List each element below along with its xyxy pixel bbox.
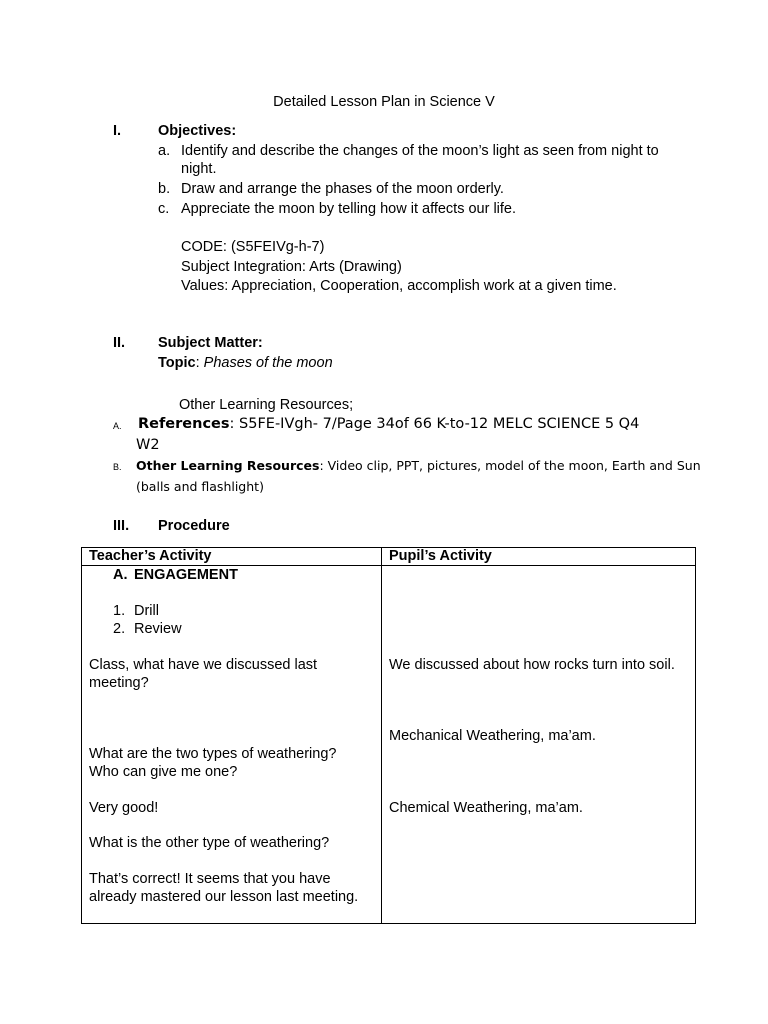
objective-marker-b: b.	[158, 181, 171, 197]
pupil-answer-1: We discussed about how rocks turn into soil.	[389, 657, 675, 673]
topic-separator: :	[195, 355, 204, 371]
other-resources-line2: (balls and flashlight)	[136, 479, 264, 494]
section-numeral-subject-matter: II.	[113, 335, 126, 351]
step-drill: Drill	[134, 603, 159, 619]
section-numeral-objectives: I.	[113, 123, 122, 139]
topic-value: Phases of the moon	[203, 355, 333, 371]
topic-line	[158, 354, 333, 372]
teacher-closing-line1: That’s correct! It seems that you have	[89, 871, 331, 887]
teacher-activity-cell	[82, 566, 382, 924]
teacher-q2-line1: What are the two types of weathering?	[89, 746, 337, 762]
other-resources-label: Other Learning Resources	[136, 458, 320, 473]
step-marker-2: 2.	[113, 621, 126, 637]
lesson-code: CODE: (S5FEIVg-h-7)	[181, 239, 325, 255]
subject-integration: Subject Integration: Arts (Drawing)	[181, 259, 402, 275]
procedure-table	[81, 547, 696, 924]
section-numeral-procedure: III.	[113, 518, 130, 534]
teacher-praise: Very good!	[89, 800, 159, 816]
pupil-answer-2: Mechanical Weathering, ma’am.	[389, 728, 596, 744]
step-review: Review	[134, 621, 182, 637]
teacher-closing-line2: already mastered our lesson last meeting.	[89, 889, 359, 905]
references-text: : S5FE-IVgh- 7/Page 34of 66 K-to-12 MELC SCIENCE 5 Q4	[229, 416, 640, 432]
teacher-q2-line2: Who can give me one?	[89, 764, 238, 780]
teacher-q1-line2: meeting?	[89, 675, 149, 691]
references-line1	[138, 414, 639, 434]
other-resources-text: : Video clip, PPT, pictures, model of the moon, Earth and Sun	[319, 458, 701, 473]
pupil-activity-cell	[382, 566, 696, 924]
step-marker-1: 1.	[113, 603, 126, 619]
subject-matter-heading: Subject Matter:	[158, 335, 263, 351]
objective-a-line2: night.	[181, 161, 217, 177]
table-row	[82, 566, 696, 924]
engagement-marker: A.	[113, 567, 128, 583]
document-title: Detailed Lesson Plan in Science V	[273, 94, 495, 110]
objective-a-line1: Identify and describe the changes of the moon’s light as seen from night to	[181, 143, 659, 159]
topic-label: Topic	[158, 355, 196, 371]
other-resources-line1	[136, 456, 701, 476]
procedure-heading: Procedure	[158, 518, 230, 534]
objective-marker-a: a.	[158, 143, 171, 159]
references-line2: W2	[136, 437, 160, 453]
objective-b-text: Draw and arrange the phases of the moon orderly.	[181, 181, 504, 197]
objective-c-text: Appreciate the moon by telling how it affects our life.	[181, 201, 517, 217]
references-label: References	[138, 416, 230, 432]
engagement-heading: ENGAGEMENT	[134, 567, 238, 583]
lesson-values: Values: Appreciation, Cooperation, accomplish work at a given time.	[181, 278, 617, 294]
other-resources-marker: B.	[113, 462, 122, 472]
other-resources-line: Other Learning Resources;	[179, 397, 354, 413]
table-header-row	[82, 548, 696, 566]
teacher-q1-line1: Class, what have we discussed last	[89, 657, 318, 673]
objective-marker-c: c.	[158, 201, 170, 217]
teacher-activity-header: Teacher’s Activity	[82, 548, 382, 566]
references-marker: A.	[113, 421, 122, 431]
objectives-heading: Objectives:	[158, 123, 237, 139]
pupil-activity-header: Pupil’s Activity	[382, 548, 696, 566]
pupil-answer-3: Chemical Weathering, ma’am.	[389, 800, 583, 816]
teacher-q3: What is the other type of weathering?	[89, 835, 330, 851]
